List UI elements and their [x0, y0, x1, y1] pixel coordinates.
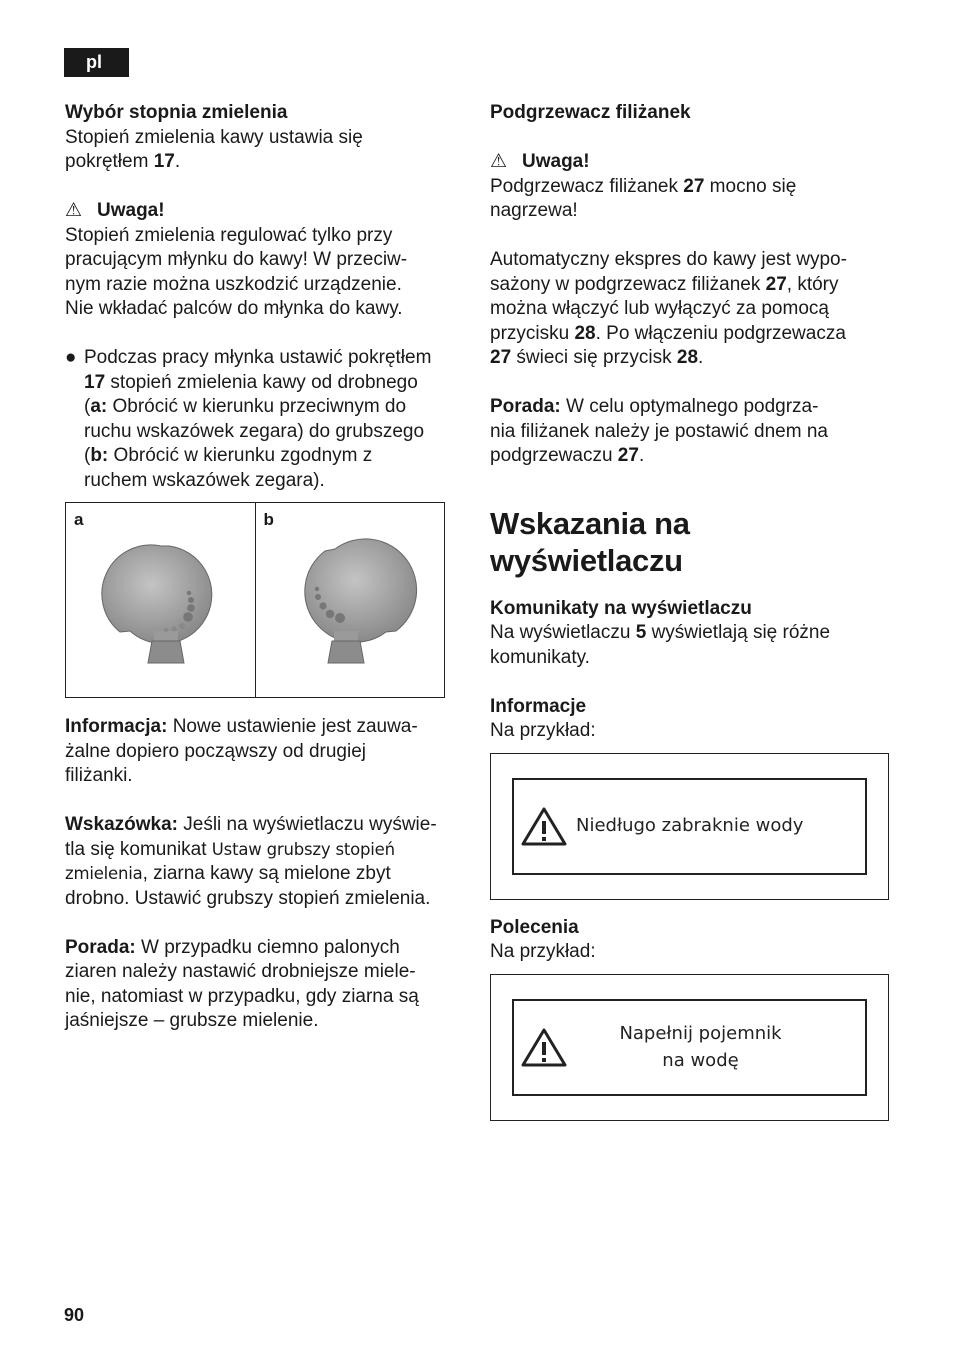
cup-tip-line-2: nia filiżanek należy je postawić dnem na	[490, 420, 828, 442]
info-line-3: filiżanki.	[65, 765, 133, 786]
display-screen	[512, 999, 867, 1096]
info-line-1-text: Nowe ustawienie jest zauwa-	[167, 716, 418, 737]
messages-line-1-end: wyświetlają się różne	[646, 622, 831, 643]
bullet-line-5-text: Obrócić w kierunku zgodnym z	[108, 445, 373, 466]
hint-line-3	[65, 862, 470, 887]
display-message	[576, 1020, 825, 1074]
hint-line-1-text: Jeśli na wyświetlaczu wyświe-	[177, 814, 437, 835]
cup-tip-line-3-end: .	[638, 445, 645, 466]
section-title	[490, 505, 890, 579]
messages-heading: Komunikaty na wyświetlaczu	[490, 597, 752, 619]
auto-line-1: Automatyczny ekspres do kawy jest wypo-	[490, 249, 847, 270]
display-message-quote: Ustaw grubszy stopień	[211, 839, 395, 859]
grind-text-part: pokrętłem	[65, 151, 154, 172]
hint-line-1	[65, 813, 470, 838]
auto-line-5-text: świeci się przycisk	[511, 347, 677, 368]
auto-line-4-end: . Po włączeniu podgrzewacza	[595, 322, 846, 344]
tip-line-3: nie, natomiast w przypadku, gdy ziarna są	[65, 985, 419, 1007]
warning-line-1: Stopień zmielenia regulować tylko przy	[65, 224, 393, 246]
info-display-example	[490, 753, 889, 900]
part-number: 27	[490, 347, 512, 368]
warning-line-3: nym razie można uszkodzić urządzenie.	[65, 273, 402, 295]
auto-line-5	[490, 346, 890, 371]
cup-warmer-heading: Podgrzewacz filiżanek	[490, 102, 691, 123]
bullet-line-3-text: Obrócić w kierunku przeciwnym do	[107, 396, 407, 417]
part-number: 27	[617, 445, 639, 466]
warning-title-text: Uwaga!	[97, 200, 165, 221]
auto-line-4-text: przycisku	[490, 322, 575, 344]
warning-title	[65, 199, 470, 224]
part-number: 27	[765, 273, 787, 295]
bullet-icon: ●	[65, 347, 77, 368]
part-number: 28	[676, 347, 699, 368]
grind-dial-illustration	[65, 502, 445, 698]
info-line-1	[65, 715, 470, 740]
bullet-line-6: ruchem wskazówek zegara).	[84, 469, 325, 491]
bullet-line-2	[84, 371, 431, 396]
auto-line-2	[490, 273, 890, 298]
warning-triangle-icon	[521, 1027, 567, 1067]
info-example-label: Na przykład:	[490, 720, 596, 741]
hint-line-2	[65, 838, 470, 863]
right-column	[490, 101, 890, 1121]
section-title-line-2: wyświetlaczu	[490, 542, 683, 578]
tip-label: Porada:	[490, 396, 561, 417]
section-title-line-1: Wskazania na	[490, 505, 690, 541]
display-message-quote: zmielenia	[65, 864, 143, 883]
paren: (	[84, 396, 91, 417]
hint-line-2-text: tla się komunikat	[65, 838, 212, 860]
auto-line-4	[490, 322, 890, 347]
display-screen	[512, 778, 867, 875]
part-number: 27	[683, 175, 705, 197]
dial-a-panel	[66, 503, 255, 697]
cup-warning-text: Podgrzewacz filiżanek	[490, 175, 684, 197]
bullet-line-5	[84, 444, 431, 469]
auto-line-2-text: sażony w podgrzewacz filiżanek	[490, 273, 766, 295]
warning-line-4: Nie wkładać palców do młynka do kawy.	[65, 298, 403, 319]
commands-heading: Polecenia	[490, 916, 579, 938]
grind-text-2	[65, 150, 470, 175]
hint-line-4: drobno. Ustawić grubszy stopień zmielenia.	[65, 887, 431, 909]
cup-tip-line-1	[490, 395, 890, 420]
cup-warning-line-2: nagrzewa!	[490, 200, 578, 221]
tip-line-1-text: W przypadku ciemno palonych	[135, 936, 400, 958]
language-tag: pl	[64, 48, 129, 77]
tip-line-4: jaśniejsze – grubsze mielenie.	[65, 1010, 319, 1031]
bullet-line-4: ruchu wskazówek zegara) do grubszego	[84, 420, 425, 442]
display-message-line-1: Napełnij pojemnik	[619, 1023, 782, 1044]
direction-key-b: b:	[90, 445, 109, 466]
cup-warning-text-end: mocno się	[704, 175, 797, 197]
warning-title-text: Uwaga!	[522, 151, 590, 172]
warning-line-2: pracującym młynku do kawy! W przeciw-	[65, 249, 408, 270]
info-line-2: żalne dopiero począwszy od drugiej	[65, 740, 367, 762]
messages-line-1	[490, 621, 890, 646]
auto-line-2-end: , który	[786, 273, 839, 295]
grind-dial-a-icon	[66, 503, 255, 696]
grind-text-end: .	[174, 151, 181, 172]
cup-tip-line-3-text: podgrzewaczu	[490, 445, 618, 466]
left-column	[65, 101, 470, 1034]
warning-triangle-icon	[521, 806, 567, 846]
grind-dial-b-icon	[256, 503, 445, 696]
direction-key-a: a:	[90, 396, 108, 417]
bullet-line-3	[84, 395, 431, 420]
grind-heading: Wybór stopnia zmielenia	[65, 102, 288, 123]
messages-line-2: komunikaty.	[490, 646, 590, 668]
grind-instruction	[65, 346, 470, 493]
warning-icon: ⚠	[65, 200, 83, 221]
page-number: 90	[64, 1305, 85, 1325]
auto-line-3: można włączyć lub wyłączyć za pomocą	[490, 298, 829, 319]
hint-line-3-text: , ziarna kawy są mielone zbyt	[142, 863, 391, 884]
info-label: Informacja:	[65, 716, 168, 737]
knob-number: 17	[84, 371, 106, 393]
tip-line-1	[65, 936, 470, 961]
display-message: Niedługo zabraknie wody	[576, 814, 804, 836]
dial-b-panel	[255, 503, 445, 697]
cup-tip-line-1-text: W celu optymalnego podgrza-	[560, 396, 819, 417]
tip-line-2: ziaren należy nastawić drobniejsze miele-	[65, 961, 416, 982]
knob-number: 17	[153, 151, 175, 172]
commands-example-label: Na przykład:	[490, 941, 596, 962]
info-heading: Informacje	[490, 695, 587, 717]
messages-line-1-text: Na wyświetlaczu	[490, 622, 636, 643]
command-display-example	[490, 974, 889, 1121]
cup-warning-line-1	[490, 175, 890, 200]
hint-label: Wskazówka:	[65, 814, 178, 835]
tip-label: Porada:	[65, 936, 136, 958]
display-message-line-2: na wodę	[662, 1050, 739, 1071]
grind-text-1: Stopień zmielenia kawy ustawia się	[65, 126, 363, 148]
warning-icon: ⚠	[490, 151, 508, 172]
part-number: 28	[574, 322, 596, 344]
dial-a-label: a	[74, 510, 84, 529]
auto-line-5-end: .	[698, 347, 704, 368]
bullet-line-1: Podczas pracy młynka ustawić pokrętłem	[84, 347, 432, 368]
warning-title	[490, 150, 890, 175]
part-number: 5	[635, 622, 647, 643]
cup-tip-line-3	[490, 444, 890, 469]
paren: (	[84, 445, 91, 466]
bullet-line-2-text: stopień zmielenia kawy od drobnego	[105, 371, 418, 393]
dial-b-label: b	[263, 510, 274, 529]
